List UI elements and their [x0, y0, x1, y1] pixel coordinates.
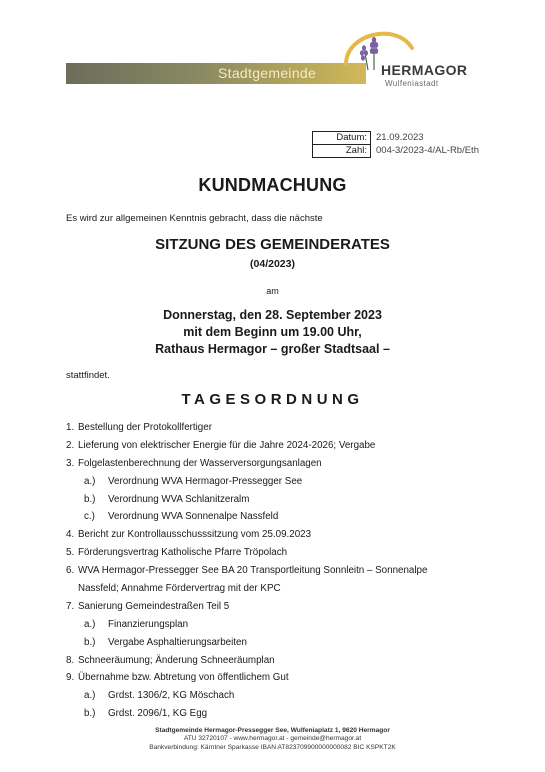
agenda-subitem: [66, 634, 506, 652]
agenda-list: [66, 419, 506, 723]
agenda-subitem-text: Verordnung WVA Schlanitzeralm: [108, 493, 250, 505]
agenda-item: [66, 562, 506, 580]
agenda-subitem: [66, 508, 506, 526]
agenda-subitem-text: Verordnung WVA Sonnenalpe Nassfeld: [108, 511, 279, 523]
zahl-value: 004-3/2023-4/AL-Rb/Eth: [376, 145, 479, 156]
event-location: Rathaus Hermagor – großer Stadtsaal –: [155, 342, 390, 356]
agenda-item-text: Bestellung der Protokollfertiger: [78, 422, 212, 433]
agenda-item-number: 4.: [66, 529, 75, 541]
agenda-subitem-number: b.): [84, 493, 96, 505]
datum-label: Datum:: [313, 132, 371, 145]
agenda-subitem: [66, 491, 506, 509]
agenda-item: [66, 544, 506, 562]
agenda-item-number: 6.: [66, 565, 75, 577]
agenda-item: [66, 652, 506, 670]
agenda-item: [66, 669, 506, 687]
agenda-item-text: WVA Hermagor-Pressegger See BA 20 Transportleitung Sonnleitn – Sonnenalpe: [78, 565, 428, 577]
agenda-subitem-number: b.): [84, 708, 96, 720]
logo-name: HERMAGOR: [381, 62, 468, 78]
agenda-item-text: Folgelastenberechnung der Wasserversorgungsanlagen: [78, 457, 322, 469]
agenda-subitem-text: Finanzierungsplan: [108, 618, 189, 630]
footer: [0, 727, 545, 752]
agenda-item-number: 5.: [66, 547, 75, 559]
intro-text: Es wird zur allgemeinen Kenntnis gebracht, dass die nächste: [66, 213, 323, 224]
agenda-item-number: 1.: [66, 422, 75, 433]
document-title: KUNDMACHUNG: [198, 175, 347, 195]
logo-tagline: Wulfeniastadt: [385, 79, 439, 88]
agenda-title: TAGESORDNUNG: [181, 391, 364, 408]
session-title: SITZUNG DES GEMEINDERATES: [155, 236, 390, 253]
agenda-subitem: [66, 687, 506, 705]
agenda-item: [66, 598, 506, 616]
agenda-subitem-text: Verordnung WVA Hermagor-Pressegger See: [108, 475, 303, 487]
reference-box: [312, 131, 482, 158]
agenda-item-number: 2.: [66, 439, 75, 451]
agenda-subitem-number: a.): [84, 690, 96, 702]
datum-value: 21.09.2023: [376, 132, 424, 143]
agenda-subitem-text: Grdst. 2096/1, KG Egg: [108, 708, 208, 720]
agenda-item: [66, 437, 506, 455]
agenda-item-text: Lieferung von elektrischer Energie für die Jahre 2024-2026; Vergabe: [78, 439, 376, 451]
agenda-subitem-number: c.): [84, 511, 95, 523]
agenda-subitem: [66, 473, 506, 491]
agenda-item-text: Förderungsvertrag Katholische Pfarre Tröpolach: [78, 547, 288, 559]
agenda-item-number: 9.: [66, 672, 75, 684]
event-date: Donnerstag, den 28. September 2023: [163, 308, 382, 322]
agenda-subitem-text: Grdst. 1306/2, KG Möschach: [108, 690, 235, 702]
agenda-item: [66, 455, 506, 473]
event-time: mit dem Beginn um 19.00 Uhr,: [183, 325, 362, 339]
agenda-item-text: Bericht zur Kontrollausschusssitzung vom 25.09.2023: [78, 529, 312, 541]
session-number: (04/2023): [250, 258, 295, 270]
agenda-subitem-number: a.): [84, 475, 96, 487]
stattfindet-text: stattfindet.: [66, 370, 110, 381]
agenda-item-number: 7.: [66, 600, 75, 612]
agenda-item: [66, 526, 506, 544]
agenda-subitem: [66, 616, 506, 634]
am-text: am: [266, 286, 279, 296]
agenda-item-text: Sanierung Gemeindestraßen Teil 5: [78, 600, 230, 612]
footer-bank: Bankverbindung: Kärntner Sparkasse IBAN AT823709900000000082 BIC KSPKT2K: [149, 743, 396, 751]
agenda-item-continuation: Nassfeld; Annahme Fördervertrag mit der KPC: [78, 583, 281, 595]
event-details: [0, 307, 545, 358]
agenda-subitem-text: Vergabe Asphaltierungsarbeiten: [108, 636, 247, 648]
agenda-item: [66, 419, 506, 437]
agenda-subitem-number: a.): [84, 618, 96, 630]
footer-contact: ATU 32720107 - www.hermagor.at - gemeinde@hermagor.at: [183, 735, 362, 743]
zahl-label: Zahl:: [313, 145, 371, 158]
agenda-subitem: [66, 705, 506, 723]
banner-text: Stadtgemeinde: [218, 65, 317, 81]
header-banner: [66, 63, 366, 84]
agenda-item-number: 8.: [66, 654, 75, 666]
agenda-item-number: 3.: [66, 457, 75, 469]
agenda-subitem-number: b.): [84, 636, 96, 648]
agenda-item-text: Übernahme bzw. Abtretung von öffentlichem Gut: [78, 672, 289, 684]
footer-address: Stadtgemeinde Hermagor-Pressegger See, Wulfeniaplatz 1, 9620 Hermagor: [155, 727, 390, 734]
agenda-item-text: Schneeräumung; Änderung Schneeräumplan: [78, 654, 275, 666]
